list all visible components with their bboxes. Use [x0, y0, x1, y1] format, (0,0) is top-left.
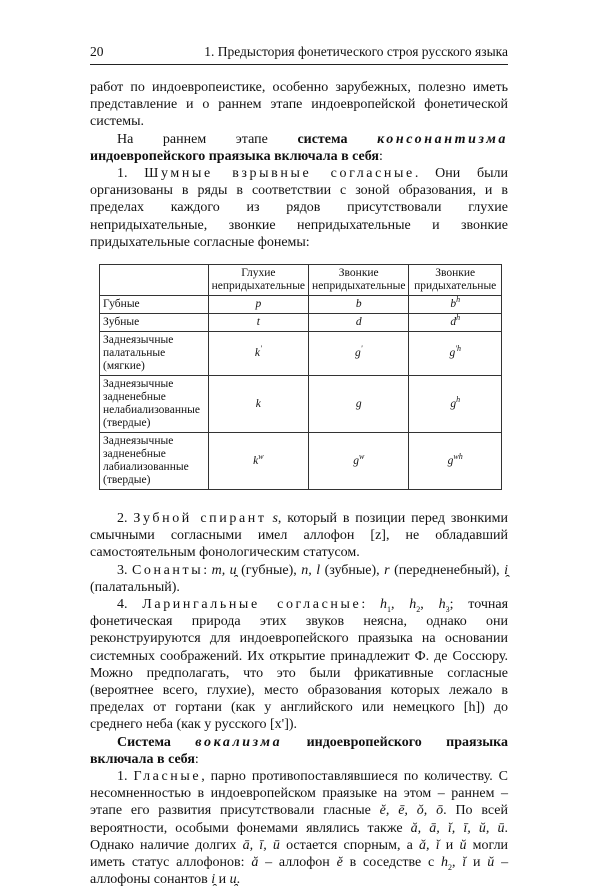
paragraph-spirant: 2. Зубной спирант s, который в позиции перед звонкими смычными согласными имел аллофон [z], не обладавший самостоятельным фонологическим статусом. [90, 511, 509, 561]
running-title: 1. Предыстория фонетического строя русского языка [204, 44, 508, 59]
row-label: Заднеязычные палатальные (мягкие) [100, 332, 209, 376]
table-row [100, 332, 502, 376]
row-label: Губные [100, 296, 209, 314]
paragraph-vowels: 1. Гласные, парно противопоставлявшиеся по количеству. С несомненностью в индоевропейском праязыке на этом – раннем – этапе его развития присутствовали гласные ĕ, ē, ŏ, ō. По всей вероятности, особыми фонемами являлись также ă, ā, ĭ, ī, ŭ, ū. Однако наличие долгих ā, ī, ū остается спорным, а ă, ĭ и ŭ могли иметь статус аллофонов: ă – аллофон ĕ в соседстве с $h_2$, ĭ и ŭ – аллофоны сонантов i̯ и u̯. [90, 769, 509, 888]
paragraph-stops: 1. Шумные взрывные согласные. Они были организованы в ряды в соответствии с зоной образования, и в пределах каждого из рядов присутствовали глухие непридыхательные, звонкие непридыхательные и звонкие придыхательные согласные фонемы: [90, 166, 509, 250]
table-header-cell: Глухие непридыхательные [208, 265, 308, 296]
table-cell: $g^w$ [309, 433, 409, 490]
page-body [90, 79, 508, 889]
table-cell: $d^h$ [409, 314, 502, 332]
table-row [100, 314, 502, 332]
table-cell: $g^{'h}$ [409, 332, 502, 376]
spacer [90, 490, 508, 510]
paragraph-sonants: 3. Сонанты: m, u̯ (губные), n, l (зубные), r (передненебный), i̯ (палатальный). [90, 562, 509, 595]
table-cell: p [208, 296, 308, 314]
paragraph-consonantism-heading: На раннем этапе система консонантизма индоевропейского праязыка включала в себя: [90, 131, 509, 164]
row-label: Зубные [100, 314, 209, 332]
table-cell: b [309, 296, 409, 314]
table-cell: g [309, 376, 409, 433]
table-cell: t [208, 314, 308, 332]
consonant-table [99, 264, 502, 490]
table-header-cell: Звонкие непридыхательные [309, 265, 409, 296]
table-row [100, 296, 502, 314]
paragraph-intro: работ по индоевропеистике, особенно зарубежных, полезно иметь представление и о раннем этапе индоевропейской фонетической системы. [90, 80, 508, 130]
table-cell: g' [309, 332, 409, 376]
table-row [100, 433, 502, 490]
table-cell: $b^h$ [409, 296, 502, 314]
table-header-row [100, 265, 502, 296]
table-cell: d [309, 314, 409, 332]
table-cell: $g^h$ [409, 376, 502, 433]
table-header-cell [100, 265, 209, 296]
table-cell: $k^w$ [208, 433, 308, 490]
table-cell: k' [208, 332, 308, 376]
table-row [100, 376, 502, 433]
table-cell: $g^{wh}$ [409, 433, 502, 490]
page-number: 20 [90, 44, 104, 59]
page-header [90, 44, 508, 65]
row-label: Заднеязычные задненебные нелабиализованные (твердые) [100, 376, 209, 433]
paragraph-laryngeals: 4. Ларингальные согласные: $h_1$, $h_2$, $h_3$; точная фонетическая природа этих звуков неясна, однако они реконструируются для индоевропейского праязыка на основании системных соображений. Их открытие принадлежит Ф. де Соссюру. Можно предполагать, что это были фрикативные согласные (вероятнее всего, глухие), место образования которых лежало в пределах от гортани (как у английского или немецкого [h]) до среднего неба (как у русского [х']). [90, 597, 509, 733]
row-label: Заднеязычные задненебные лабиализованные (твердые) [100, 433, 209, 490]
paragraph-vocalism-heading: Система вокализма индоевропейского праязыка включала в себя: [90, 734, 509, 767]
table-header-cell: Звонкие придыхательные [409, 265, 502, 296]
table-cell: k [208, 376, 308, 433]
